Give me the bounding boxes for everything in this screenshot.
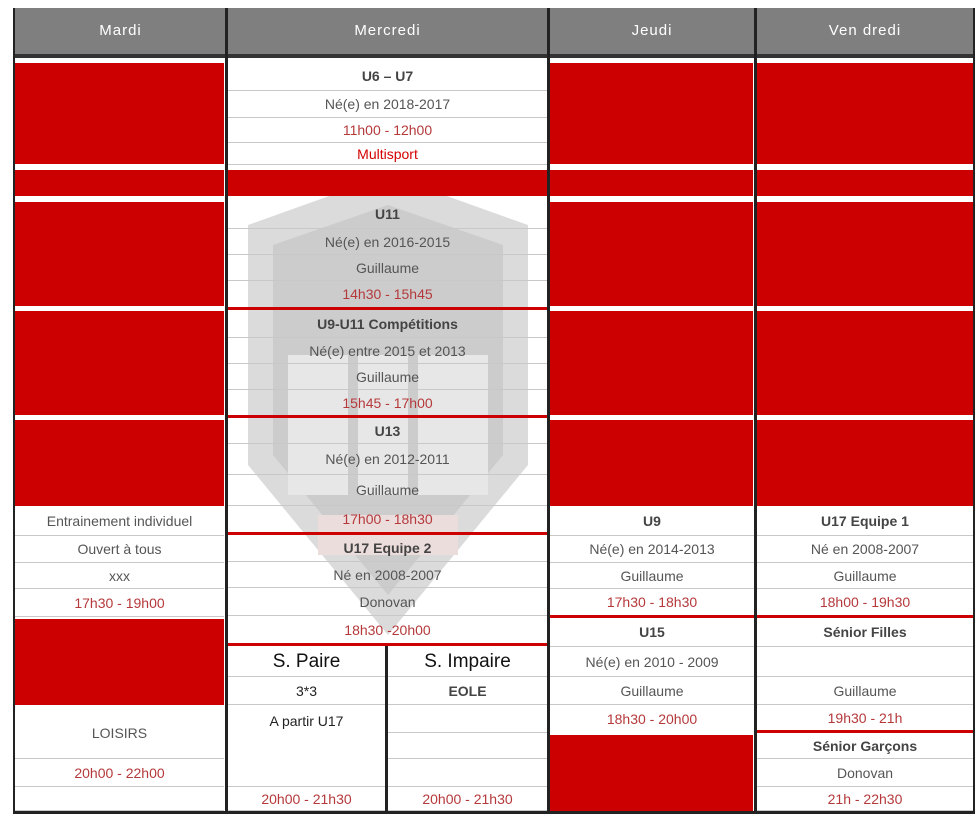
empty-slot (757, 420, 973, 506)
session-coach: Guillaume (757, 677, 973, 705)
session-time: 17h00 - 18h30 (342, 511, 433, 527)
session-title: U17 Equipe 1 (757, 506, 973, 536)
session-born: Né(e) en 2016-2015 (228, 229, 547, 255)
odd-week-title: S. Impaire (388, 647, 547, 677)
empty-slot (757, 63, 973, 164)
empty-slot (757, 170, 973, 196)
empty-slot (549, 63, 753, 164)
empty-row (228, 759, 385, 787)
empty-slot (15, 619, 224, 705)
column-divider (225, 8, 228, 813)
session-coach: Donovan (757, 759, 973, 787)
session-time: 17h30 - 18h30 (606, 594, 698, 610)
session-born: Né(e) entre 2015 et 2013 (228, 338, 547, 364)
session-title: U17 Equipe 2 (228, 535, 547, 562)
header-mardi: Mardi (15, 8, 226, 58)
empty-slot (757, 202, 973, 306)
header-mercredi: Mercredi (228, 8, 547, 58)
session-info: Ouvert à tous (15, 536, 224, 563)
header-vendredi: Ven dredi (757, 8, 973, 58)
empty-slot (549, 735, 753, 811)
empty-slot (549, 202, 753, 306)
session-born: Né(e) en 2014-2013 (549, 536, 755, 563)
session-coach: xxx (15, 563, 224, 589)
empty-slot (549, 311, 753, 415)
session-title: U9-U11 Compétitions (228, 310, 547, 338)
empty-slot (757, 311, 973, 415)
session-title: LOISIRS (15, 707, 224, 759)
session-time: 19h30 - 21h (827, 709, 903, 726)
session-time: 14h30 - 15h45 (342, 286, 433, 302)
session-born: Né(e) en 2018-2017 (228, 91, 547, 118)
empty-slot (15, 170, 224, 196)
session-title: Sénior Garçons (757, 733, 973, 759)
session-time: 18h30 - 20h00 (606, 711, 698, 727)
empty-row (757, 647, 973, 677)
table-border-left (13, 8, 15, 813)
session-title: U9 (549, 506, 755, 536)
session-title: U11 (228, 200, 547, 229)
empty-row (388, 759, 547, 787)
session-title: U6 – U7 (228, 61, 547, 91)
session-title: U13 (228, 418, 547, 444)
session-title: Sénior Filles (757, 618, 973, 647)
session-time: 11h00 - 12h00 (228, 118, 547, 143)
empty-slot (15, 202, 224, 306)
column-divider (754, 8, 757, 813)
session-born: Né(e) en 2010 - 2009 (549, 647, 755, 677)
session-time: 18h00 - 19h30 (819, 594, 911, 610)
odd-week-name: EOLE (388, 677, 547, 705)
session-coach: Guillaume (228, 364, 547, 390)
session-time: 20h00 - 22h00 (15, 759, 224, 787)
even-week-name: 3*3 (228, 677, 385, 705)
empty-slot (549, 420, 753, 506)
even-week-info: A partir U17 (269, 713, 344, 729)
table-border-right (973, 8, 975, 813)
empty-slot (15, 63, 224, 164)
even-week-title: S. Paire (228, 647, 385, 677)
empty-slot (15, 311, 224, 415)
session-time: 17h30 - 19h00 (15, 589, 224, 617)
session-born: Né en 2008-2007 (228, 562, 547, 588)
table-border-bottom (13, 811, 975, 814)
empty-slot (549, 170, 753, 196)
session-born: Né en 2008-2007 (757, 536, 973, 563)
session-coach: Guillaume (549, 677, 755, 705)
empty-row (388, 705, 547, 733)
session-born: Né(e) en 2012-2011 (228, 444, 547, 475)
header-jeudi: Jeudi (549, 8, 755, 58)
empty-slot (15, 420, 224, 506)
session-activity: Multisport (228, 143, 547, 165)
session-time: 21h - 22h30 (757, 787, 973, 811)
session-coach: Guillaume (757, 563, 973, 589)
session-coach: Donovan (228, 588, 547, 616)
session-time: 18h30 -20h00 (344, 621, 431, 638)
session-coach: Guillaume (228, 255, 547, 281)
session-time: 20h00 - 21h30 (388, 787, 547, 811)
session-coach: Guillaume (549, 563, 755, 589)
session-title: Entrainement individuel (15, 506, 224, 536)
session-title: U15 (549, 618, 755, 647)
session-time: 15h45 - 17h00 (342, 394, 433, 411)
session-coach: Guillaume (228, 475, 547, 506)
week-divider (385, 646, 388, 811)
column-divider (547, 8, 550, 813)
empty-row (15, 787, 224, 811)
empty-slot (228, 170, 547, 196)
session-time: 20h00 - 21h30 (228, 787, 385, 811)
empty-row (388, 733, 547, 759)
